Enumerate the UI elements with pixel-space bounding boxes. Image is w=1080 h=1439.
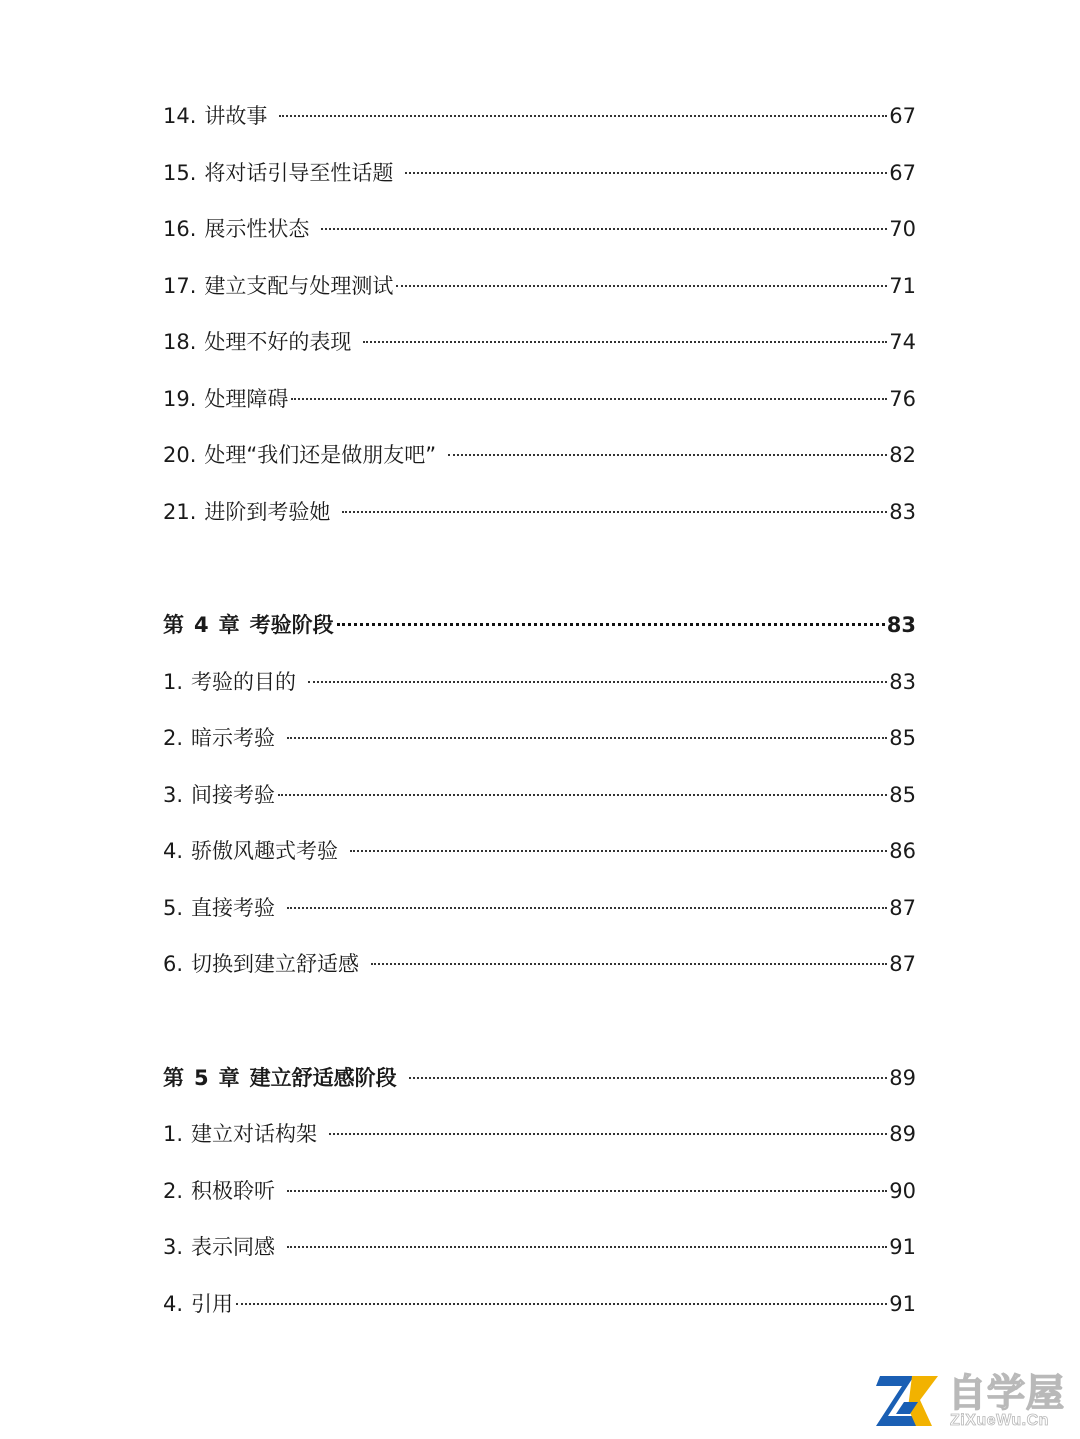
dot-leader (329, 1131, 887, 1135)
chapter-title: 考验阶段 (249, 613, 334, 637)
entry-page: 74 (889, 330, 916, 354)
dot-leader (287, 1188, 887, 1192)
toc-entry-5-2[interactable] (163, 1174, 916, 1208)
entry-title: 切换到建立舒适感 (191, 952, 360, 976)
entry-title: 进阶到考验她 (204, 500, 331, 524)
dot-leader (291, 396, 887, 400)
chapter-word: 章 (218, 613, 240, 637)
entry-title: 直接考验 (191, 896, 276, 920)
entry-page: 83 (889, 500, 916, 524)
dot-leader (236, 1301, 887, 1305)
entry-number: 4. (163, 839, 184, 863)
toc-entry-18[interactable] (163, 325, 916, 359)
entry-number: 20. (163, 443, 197, 467)
dot-leader (279, 113, 887, 117)
entry-title: 暗示考验 (191, 726, 276, 750)
entry-number: 2. (163, 726, 184, 750)
dot-leader (371, 961, 887, 965)
entry-number: 17. (163, 274, 197, 298)
entry-number: 14. (163, 104, 197, 128)
entry-number: 18. (163, 330, 197, 354)
chapter-number: 4 (194, 613, 209, 637)
entry-page: 86 (889, 839, 916, 863)
toc-entry-4-5[interactable] (163, 891, 916, 925)
toc-entry-15[interactable] (163, 156, 916, 190)
toc-entry-4-3[interactable] (163, 778, 916, 812)
entry-page: 90 (889, 1179, 916, 1203)
entry-title: 将对话引导至性话题 (204, 161, 394, 185)
toc-chapter-4[interactable] (163, 608, 916, 642)
zixuewu-logo-icon (874, 1366, 940, 1430)
toc-entry-19[interactable] (163, 382, 916, 416)
entry-title: 表示同感 (191, 1235, 276, 1259)
dot-leader (278, 792, 887, 796)
chapter-number: 5 (194, 1066, 209, 1090)
entry-page: 87 (889, 896, 916, 920)
toc-entry-4-1[interactable] (163, 665, 916, 699)
entry-number: 19. (163, 387, 197, 411)
watermark-url: ZiXueWu.Cn (950, 1412, 1049, 1429)
chapter-page: 89 (889, 1066, 916, 1090)
chapter-prefix: 第 (163, 613, 184, 637)
dot-leader (396, 283, 887, 287)
entry-title: 处理“我们还是做朋友吧” (204, 443, 437, 467)
entry-page: 76 (889, 387, 916, 411)
toc-entry-21[interactable] (163, 495, 916, 529)
watermark (874, 1360, 1080, 1439)
entry-number: 3. (163, 1235, 184, 1259)
dot-leader (448, 452, 887, 456)
toc-entry-5-3[interactable] (163, 1230, 916, 1264)
chapter-word: 章 (218, 1066, 240, 1090)
dot-leader (287, 905, 887, 909)
entry-title: 处理障碍 (204, 387, 289, 411)
dot-leader (321, 226, 887, 230)
entry-title: 间接考验 (191, 783, 276, 807)
entry-title: 积极聆听 (191, 1179, 276, 1203)
entry-page: 67 (889, 161, 916, 185)
toc-entry-20[interactable] (163, 438, 916, 472)
entry-number: 16. (163, 217, 197, 241)
entry-number: 3. (163, 783, 184, 807)
entry-title: 骄傲风趣式考验 (191, 839, 339, 863)
toc-entry-16[interactable] (163, 212, 916, 246)
entry-number: 1. (163, 670, 184, 694)
entry-title: 建立对话构架 (191, 1122, 318, 1146)
chapter-page: 83 (886, 613, 916, 637)
entry-number: 15. (163, 161, 197, 185)
entry-page: 85 (889, 783, 916, 807)
dot-leader (342, 509, 887, 513)
entry-title: 建立支配与处理测试 (204, 274, 394, 298)
dot-leader (337, 621, 885, 626)
toc-entry-4-2[interactable] (163, 721, 916, 755)
entry-page: 89 (889, 1122, 916, 1146)
dot-leader (287, 735, 887, 739)
toc-entry-17[interactable] (163, 269, 916, 303)
watermark-brand: 自学屋 (948, 1371, 1066, 1415)
entry-page: 85 (889, 726, 916, 750)
dot-leader (405, 170, 887, 174)
entry-number: 1. (163, 1122, 184, 1146)
entry-page: 83 (889, 670, 916, 694)
dot-leader (287, 1244, 887, 1248)
entry-title: 处理不好的表现 (204, 330, 352, 354)
entry-page: 70 (889, 217, 916, 241)
dot-leader (308, 679, 887, 683)
entry-page: 82 (889, 443, 916, 467)
chapter-prefix: 第 (163, 1066, 184, 1090)
entry-number: 21. (163, 500, 197, 524)
toc-entry-14[interactable] (163, 99, 916, 133)
entry-number: 6. (163, 952, 184, 976)
chapter-title: 建立舒适感阶段 (249, 1066, 397, 1090)
entry-title: 考验的目的 (191, 670, 297, 694)
entry-title: 展示性状态 (204, 217, 310, 241)
entry-page: 67 (889, 104, 916, 128)
dot-leader (363, 339, 887, 343)
dot-leader (350, 848, 887, 852)
toc-chapter-5[interactable] (163, 1061, 916, 1095)
entry-number: 5. (163, 896, 184, 920)
entry-title: 引用 (191, 1292, 234, 1316)
dot-leader (409, 1075, 888, 1079)
entry-page: 71 (889, 274, 916, 298)
toc-entry-4-4[interactable] (163, 834, 916, 868)
toc-entry-5-4[interactable] (163, 1287, 916, 1321)
entry-title: 讲故事 (204, 104, 268, 128)
entry-number: 4. (163, 1292, 184, 1316)
toc-entry-5-1[interactable] (163, 1117, 916, 1151)
entry-page: 91 (889, 1292, 916, 1316)
entry-page: 91 (889, 1235, 916, 1259)
toc-entry-4-6[interactable] (163, 947, 916, 981)
entry-page: 87 (889, 952, 916, 976)
entry-number: 2. (163, 1179, 184, 1203)
